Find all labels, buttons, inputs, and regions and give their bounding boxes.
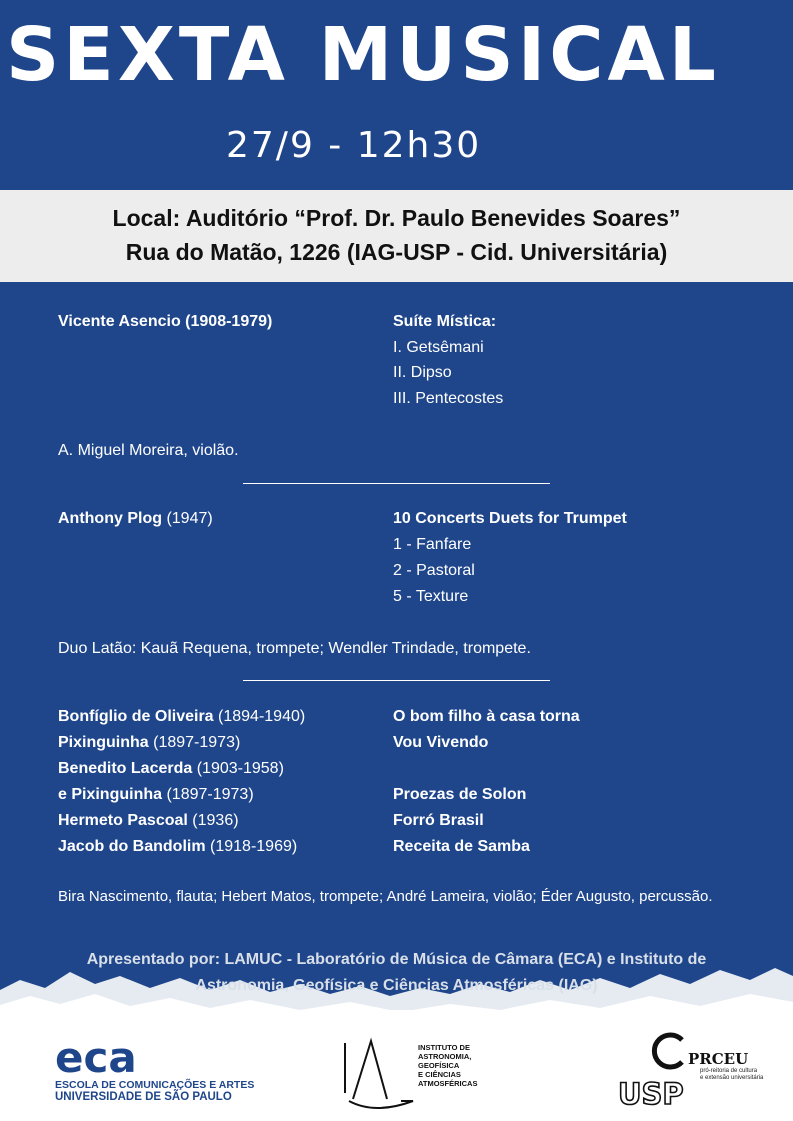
eca-name: ESCOLA DE COMUNICAÇÕES E ARTES [55, 1079, 255, 1091]
composer-years: (1918-1969) [210, 838, 298, 855]
movement: II. Dipso [393, 364, 452, 381]
movement: 1 - Fanfare [393, 536, 472, 553]
composer-credit [58, 811, 239, 831]
performer-line: A. Miguel Moreira, violão. [58, 442, 239, 459]
eca-caption [55, 1079, 254, 1103]
work-title: 10 Concerts Duets for Trumpet [393, 510, 627, 527]
composer-name: Anthony Plog [58, 510, 162, 527]
composer-years: (1936) [192, 812, 239, 829]
presented-by-line: Astronomia, Geofísica e Ciências Atmosféricas (IAG) [195, 977, 598, 994]
usp-logo [618, 1077, 692, 1107]
movement: 2 - Pastoral [393, 562, 475, 579]
movement: 5 - Texture [393, 588, 469, 605]
work-title: Receita de Samba [393, 838, 530, 855]
composer-credit [58, 707, 305, 727]
eca-wordmark: eca [55, 1040, 137, 1078]
composer-credit [58, 312, 272, 332]
work-title: O bom filho à casa torna [393, 708, 580, 725]
work-title: Proezas de Solon [393, 786, 527, 803]
composer-years: (1903-1958) [196, 760, 284, 777]
performer-line: Duo Latão: Kauã Requena, trompete; Wendler Trindade, trompete. [58, 640, 531, 657]
composer-credit [58, 733, 240, 753]
section-divider [243, 680, 550, 681]
composer-name: Vicente Asencio [58, 313, 181, 330]
composer-name: Jacob do Bandolim [58, 838, 206, 855]
venue-address: Rua do Matão, 1226 (IAG-USP - Cid. Universitária) [125, 239, 668, 265]
composer-years: (1897-1973) [166, 786, 254, 803]
composer-years: (1947) [166, 510, 213, 527]
composer-name: Pixinguinha [58, 734, 149, 751]
work-title: Suíte Mística: [393, 313, 497, 330]
composer-credit [58, 759, 284, 779]
composer-name: Hermeto Pascoal [58, 812, 188, 829]
presented-by [40, 947, 753, 999]
eca-logo [55, 1040, 145, 1078]
composer-years: (1908-1979) [185, 313, 273, 330]
section-divider [243, 483, 550, 484]
usp-wordmark: USP [618, 1077, 684, 1107]
composer-name: e Pixinguinha [58, 786, 163, 803]
composer-name: Bonfíglio de Oliveira [58, 708, 214, 725]
performer-line: Bira Nascimento, flauta; Hebert Matos, trompete; André Lameira, violão; Éder Augusto, percussão. [58, 888, 713, 905]
iag-logo [335, 1035, 417, 1111]
work-title: Vou Vivendo [393, 734, 489, 751]
composer-credit [58, 509, 213, 529]
iag-caption [418, 1043, 477, 1088]
composer-years: (1894-1940) [218, 708, 306, 725]
event-date-time: 27/9 - 12h30 [226, 125, 482, 166]
composer-credit [58, 837, 297, 857]
eca-university: UNIVERSIDADE DE SÃO PAULO [55, 1091, 232, 1103]
event-title: SEXTA MUSICAL [6, 12, 720, 98]
composer-credit [58, 785, 254, 805]
prceu-name: PRCEU [688, 1050, 749, 1068]
iag-caption-line: E CIÊNCIAS [418, 1070, 461, 1079]
iag-caption-line: ASTRONOMIA, [418, 1052, 472, 1061]
movement: III. Pentecostes [393, 390, 504, 407]
presented-by-line: Apresentado por: LAMUC - Laboratório de Música de Câmara (ECA) e Instituto de [86, 951, 707, 968]
prceu-logo [648, 1030, 690, 1072]
prceu-subtitle-line: e extensão universitária [700, 1075, 764, 1081]
venue-band [0, 190, 793, 282]
prceu-subtitle-line: pró-reitoria de cultura [700, 1068, 758, 1074]
venue-name: Local: Auditório “Prof. Dr. Paulo Benevides Soares” [112, 205, 681, 231]
movement: I. Getsêmani [393, 339, 484, 356]
composer-years: (1897-1973) [153, 734, 241, 751]
composer-name: Benedito Lacerda [58, 760, 193, 777]
prceu-subtitle [700, 1068, 763, 1082]
work-title: Forró Brasil [393, 812, 484, 829]
iag-caption-line: ATMOSFÉRICAS [418, 1079, 478, 1088]
iag-caption-line: INSTITUTO DE [418, 1043, 470, 1052]
iag-caption-line: GEOFÍSICA [418, 1061, 460, 1070]
